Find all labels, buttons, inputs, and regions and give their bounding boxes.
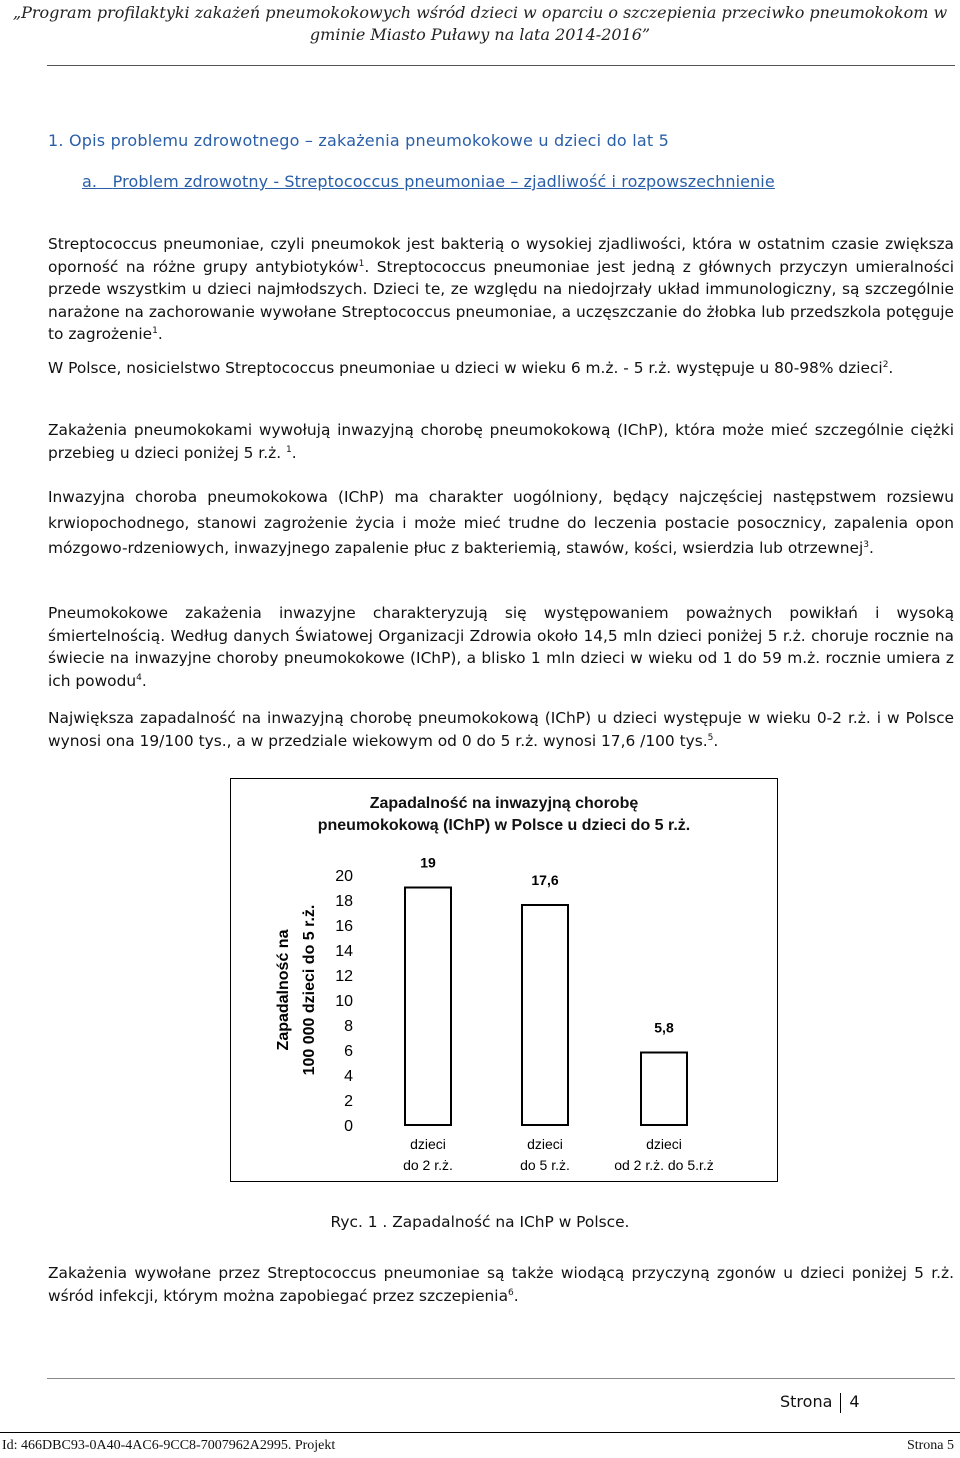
p6-text: Największa zapadalność na inwazyjną chorobę pneumokokową (IChP) u dzieci występuje w wieku 0-2 r.ż. i w Polsce wynosi ona 19/100 tys., a w przedziale wiekowym od 0 do 5 r.ż. wynosi 17,6 /100 tys.: [48, 709, 954, 750]
ref-4: 3: [863, 539, 869, 550]
p3-text: Zakażenia pneumokokami wywołują inwazyjną chorobę pneumokokową (IChP), która może mieć szczególnie ciężki przebieg u dzieci poniżej 5 r.ż.: [48, 421, 954, 462]
page-number: Strona 5: [906, 1438, 954, 1453]
footer-bottom-rule: [0, 1432, 960, 1433]
p1-dot: .: [157, 325, 163, 343]
ref-1: 1: [358, 258, 365, 269]
p3-dot: .: [291, 443, 297, 462]
y-tick-label: 4: [344, 1068, 353, 1085]
bar-value-label: 17,6: [531, 872, 559, 888]
paragraph-1: [48, 233, 954, 346]
p7-dot: .: [513, 1286, 519, 1305]
strona-separator: [840, 1393, 841, 1413]
chart-plot: [231, 779, 777, 1181]
p5-text: Pneumokokowe zakażenia inwazyjne charakteryzują się występowaniem poważnych powikłań i wysoką śmiertelnością. Według danych Światowej Organizacji Zdrowia około 14,5 mln dzieci poniżej 5 r.ż. choruje rocznie na świecie na inwazyjne choroby pneumokokowe (IChP), a blisko 1 mln dzieci w wieku od 1 do 59 m.ż. rocznie umiera z ich powodu: [48, 604, 954, 690]
y-tick-label: 10: [335, 993, 353, 1010]
y-tick-label: 14: [335, 943, 353, 960]
footer-rule: [47, 1378, 955, 1379]
paragraph-2: [48, 357, 954, 380]
p1-text-a: Streptococcus pneumoniae, czyli pneumokok jest bakterią o wysokiej zjadliwości, która w ostatnim czasie zwiększa oporność na różne grupy antybiotyków: [48, 235, 954, 276]
y-tick-label: 6: [344, 1043, 353, 1060]
y-tick-label: 0: [344, 1118, 353, 1135]
figure-caption: Ryc. 1 . Zapadalność na IChP w Polsce.: [330, 1213, 630, 1231]
strona-label: Strona: [780, 1392, 833, 1411]
p4-text: Inwazyjna choroba pneumokokowa (IChP) ma charakter uogólniony, będący najczęściej następstwem rozsiewu krwiopochodnego, stanowi zagrożenie życia i może mieć trudne do leczenia postacie posocznicy, zapalenia opon mózgowo-rdzeniowych, inwazyjnego zapalenie płuc z bakteriemią, stawów, kości, wsierdzia lub otrzewnej: [48, 488, 954, 557]
ref-5: 4: [136, 672, 142, 683]
x-category-label-line-2: do 2 r.ż.: [403, 1157, 453, 1173]
document-header: [0, 0, 960, 46]
y-tick-label: 20: [335, 868, 353, 885]
paragraph-7: [48, 1262, 954, 1307]
page-footer-number: [780, 1392, 860, 1413]
paragraph-3: [48, 419, 954, 464]
chart-title-line-1: Zapadalność na inwazyjną chorobę: [369, 795, 639, 812]
ref-6: 5: [707, 732, 714, 743]
ref-7: 6: [508, 1287, 514, 1298]
document-id: Id: 466DBC93-0A40-4AC6-9CC8-7007962A2995. Projekt: [2, 1438, 336, 1453]
y-axis-label-line-1: Zapadalność na: [275, 929, 292, 1051]
header-line-2: gminie Miasto Puławy na lata 2014-2016”: [309, 25, 651, 44]
subheading-text: Problem zdrowotny - Streptococcus pneumoniae – zjadliwość i rozpowszechnienie: [112, 172, 775, 191]
incidence-chart: [230, 778, 778, 1182]
y-axis-label-line-2: 100 000 dzieci do 5 r.ż.: [301, 904, 318, 1076]
p2-dot: .: [888, 359, 894, 377]
strona-num: 4: [849, 1392, 860, 1411]
subheading-prefix: a.: [82, 172, 98, 191]
header-line-1: „Program profilaktyki zakażeń pneumokokowych wśród dzieci w oparciu o szczepienia przeciwko pneumokokom w: [12, 3, 948, 22]
y-tick-label: 2: [344, 1093, 353, 1110]
paragraph-4: [48, 485, 954, 562]
ref-1b: 1: [152, 325, 158, 336]
bar-2: [522, 905, 568, 1125]
paragraph-6: [48, 707, 954, 752]
bar-3: [641, 1053, 687, 1126]
x-category-label-line-2: od 2 r.ż. do 5.r.ż: [614, 1157, 714, 1173]
y-tick-label: 12: [335, 968, 353, 985]
p4-dot: .: [868, 539, 874, 557]
bar-value-label: 5,8: [654, 1019, 674, 1036]
p1-text-b: . Streptococcus pneumoniae jest jedną z głównych przyczyn umieralności przede wszystkim u dzieci najmłodszych. Dzieci te, ze względu na niedojrzały układ immunologiczny, są szczególnie narażone na zachorowanie wywołane Streptococcus pneumoniae, a uczęszczanie do żłobka lub przedszkola potęguje to zagrożenie: [48, 257, 954, 343]
chart-title-line-2: pneumokokową (IChP) w Polsce u dzieci do 5 r.ż.: [317, 817, 691, 834]
ref-3: 1: [285, 444, 292, 455]
x-category-label-line-2: do 5 r.ż.: [520, 1157, 570, 1173]
bar-1: [405, 888, 451, 1126]
paragraph-5: [48, 602, 954, 692]
y-tick-label: 18: [335, 893, 353, 910]
p2-text: W Polsce, nosicielstwo Streptococcus pneumoniae u dzieci w wieku 6 m.ż. - 5 r.ż. występuje u 80-98% dzieci: [48, 359, 883, 377]
y-tick-label: 16: [335, 918, 353, 935]
x-category-label-line-1: dzieci: [527, 1136, 563, 1152]
p6-dot: .: [713, 731, 719, 750]
header-rule: [47, 65, 955, 66]
ref-2: 2: [882, 359, 889, 370]
y-tick-label: 8: [344, 1018, 353, 1035]
section-heading: 1. Opis problemu zdrowotnego – zakażenia pneumokokowe u dzieci do lat 5: [48, 131, 669, 150]
section-subheading: [82, 172, 775, 191]
x-category-label-line-1: dzieci: [646, 1136, 682, 1152]
p5-dot: .: [141, 671, 147, 690]
x-category-label-line-1: dzieci: [410, 1136, 446, 1152]
bar-value-label: 19: [420, 854, 436, 871]
p7-text: Zakażenia wywołane przez Streptococcus pneumoniae są także wiodącą przyczyną zgonów u dzieci poniżej 5 r.ż. wśród infekcji, którym można zapobiegać przez szczepienia: [48, 1264, 954, 1305]
